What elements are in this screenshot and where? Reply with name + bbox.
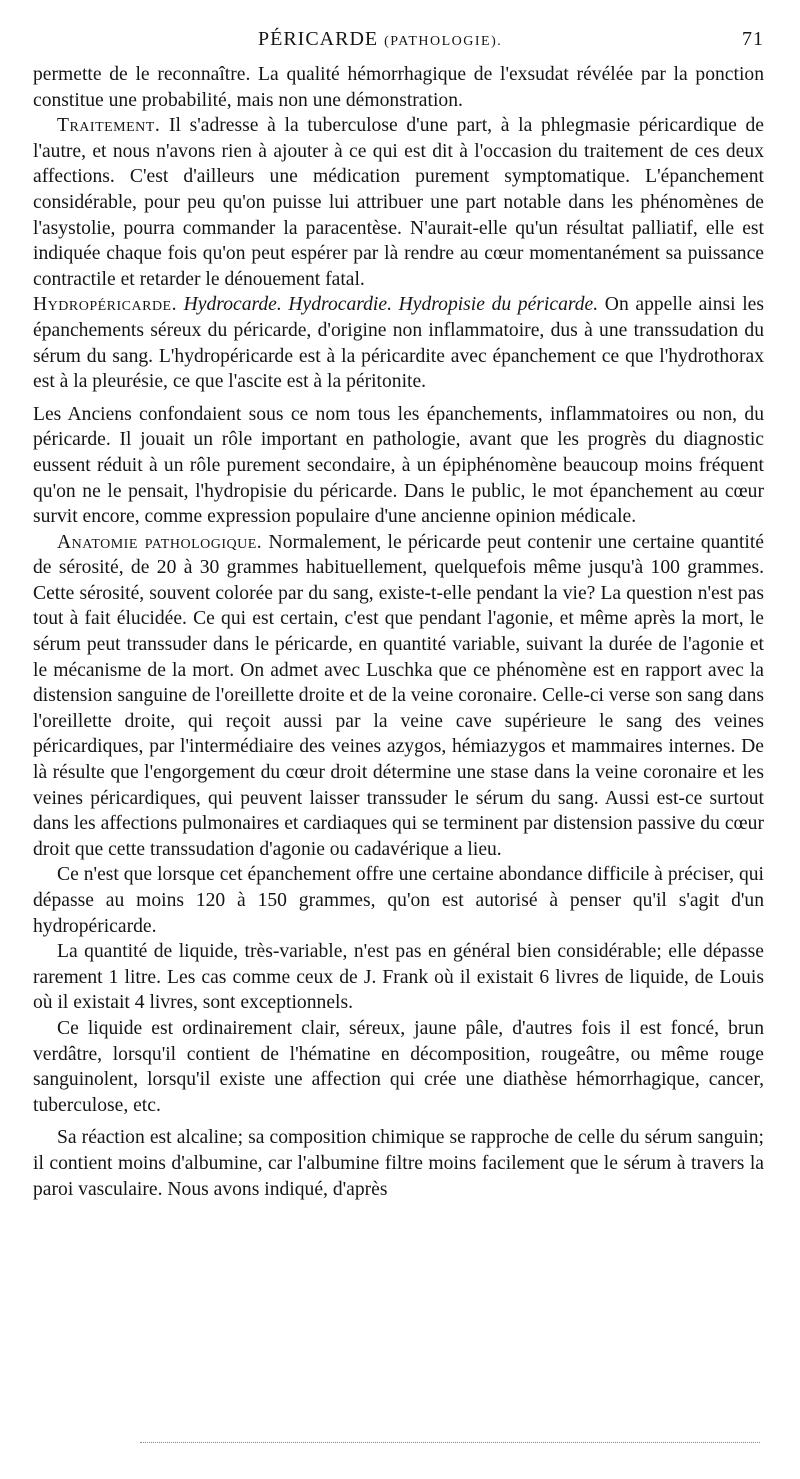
page-number: 71 (742, 28, 764, 50)
paragraph-text: Normalement, le péricarde peut contenir une certaine quantité de sérosité, de 20 à 30 grammes habituellement, quelquefois même jusqu'à 100 grammes. Cette sérosité, souvent colorée par du sang, existe-t-elle pendant la vie? La question n'est pas tout à fait élucidée. Ce qui est certain, c'est que pendant l'agonie, et même après la mort, le sérum peut transsuder dans le péricarde, en quantité variable, suivant la durée de l'agonie et le mécanisme de la mort. On admet avec Luschka que ce phénomène est en rapport avec la distension sanguine de l'oreillette droite et de la veine coronaire. Celle-ci verse son sang dans l'oreillette droite, qui reçoit aussi par la veine cave supérieure le sang des veines péricardiques, par l'intermédiaire des veines azygos, hémiazygos et mammaires internes. De là résulte que l'engorgement du cœur droit détermine une stase dans la veine coronaire et les veines péricardiques, qui peuvent laisser transsuder le sérum du sang. Aussi est-ce surtout dans les affections pulmonaires et cardiaques qui se terminent par distension passive du cœur droit que cette transsudation d'agonie ou cadavérique a lieu. (33, 531, 764, 860)
paragraph-anatomie (33, 530, 764, 863)
paragraph-quantite (33, 939, 764, 1016)
header-subtitle: (PATHOLOGIE). (384, 34, 503, 49)
paragraph-text: permette de le reconnaître. La qualité hémorrhagique de l'exsudat révélée par la ponction constitue une probabilité, mais non une démonstration. (33, 64, 764, 111)
body-text (33, 62, 764, 1202)
section-heading-anatomie: Anatomie pathologique. (57, 531, 263, 553)
paragraph-text: Sa réaction est alcaline; sa composition chimique se rapproche de celle du sérum sanguin; il contient moins d'albumine, car l'albumine filtre moins facilement que le sérum à travers la paroi vasculaire. Nous avons indiqué, d'après (33, 1127, 764, 1200)
synonyms-italic: Hydrocarde. Hydrocardie. Hydropisie du péricarde. (183, 294, 599, 316)
paragraph-text: Ce n'est que lorsque cet épanchement offre une certaine abondance difficile à préciser, qui dépasse au moins 120 à 150 grammes, qu'on est autorisé à penser qu'il s'agit d'un hydropéricarde. (33, 864, 764, 937)
paragraph-liquide (33, 1016, 764, 1118)
header-title (258, 28, 502, 51)
paragraph-text: Ce liquide est ordinairement clair, séreux, jaune pâle, d'autres fois il est foncé, brun verdâtre, lorsqu'il contient de l'hématine en décomposition, rougeâtre, ou même rouge sanguinolent, lorsqu'il existe une affection qui crée une diathèse hémorrhagique, cancer, tuberculose, etc. (33, 1017, 764, 1116)
paragraph-hydropericarde (33, 292, 764, 394)
paragraph-text: Il s'adresse à la tuberculose d'une part, à la phlegmasie péricardique de l'autre, et nous n'avons rien à ajouter à ce qui est dit à l'occasion du traitement de ces deux affections. C'est d'ailleurs une médication purement symptomatique. L'épanchement considérable, pour peu qu'on puisse lui attribuer une part notable dans les phénomènes de l'asystolie, pourra commander la paracentèse. N'aurait-elle qu'un résultat palliatif, elle est indiquée chaque fois qu'on peut espérer par là rendre au cœur momentanément sa puissance contractile et retarder le dénouement fatal. (33, 115, 764, 290)
running-header (32, 28, 772, 58)
paragraph-text: Les Anciens confondaient sous ce nom tous les épanchements, inflammatoires ou non, du péricarde. Il jouait un rôle important en pathologie, avant que les progrès du diagnostic eussent réduit à un rôle purement secondaire, à un épiphénomène beaucoup moins fréquent qu'on ne le pensait, l'hydropisie du péricarde. Dans le public, le mot épanchement au cœur survit encore, comme expression populaire d'une ancienne opinion médicale. (33, 403, 764, 528)
paragraph-text: La quantité de liquide, très-variable, n'est pas en général bien considérable; elle dépasse rarement 1 litre. Les cas comme ceux de J. Frank où il existait 6 livres de liquide, de Louis où il existait 4 livres, sont exceptionnels. (33, 941, 764, 1014)
section-heading-hydropericarde: Hydropéricarde. (33, 294, 178, 316)
paragraph-continued (33, 62, 764, 113)
footer-dotted-rule (140, 1442, 760, 1443)
paragraph-epanchement (33, 862, 764, 939)
paragraph-text: On appelle ainsi les épanchements séreux du péricarde, d'origine non inflammatoire, dus à une transsudation du sérum du sang. L'hydropéricarde est à la péricardite avec épanchement ce que l'hydrothorax est à la pleurésie, ce que l'ascite est à la péritonite. (33, 294, 764, 393)
section-heading-traitement: Traitement. (57, 115, 161, 137)
paragraph-anciens (33, 402, 764, 530)
header-title-main: PÉRICARDE (258, 28, 379, 50)
paragraph-reaction (33, 1125, 764, 1202)
paragraph-traitement (33, 113, 764, 292)
